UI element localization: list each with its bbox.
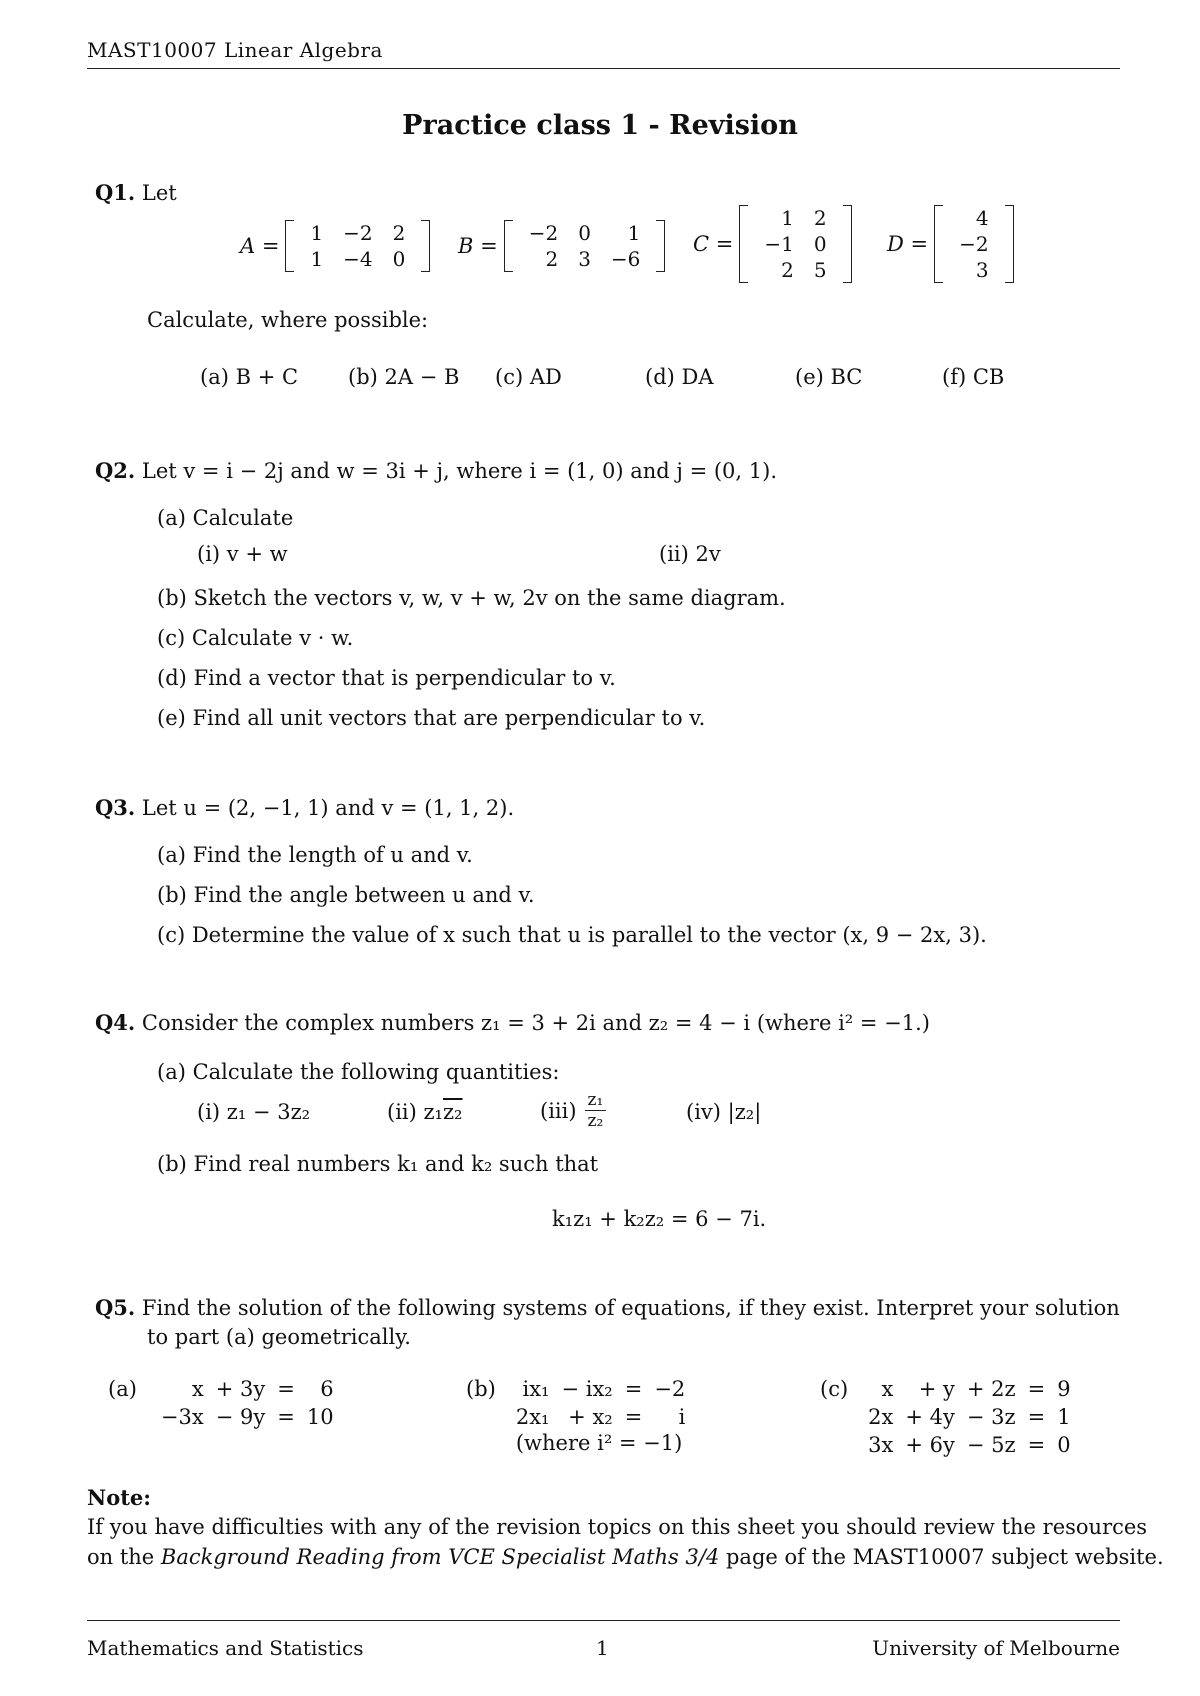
q2-stem-text: Let v = i − 2j and w = 3i + j, where i = (1, 0) and j = (0, 1).: [141, 459, 778, 483]
q4-a-iii: [540, 1090, 606, 1132]
q5-system-b: [466, 1375, 691, 1455]
matrix-a: [240, 220, 430, 272]
system-c-row: [862, 1431, 1076, 1459]
system-a-cell: =: [277, 1377, 295, 1401]
matrix-b-cell: 0: [578, 221, 591, 245]
q4-label: Q4.: [95, 1010, 136, 1035]
system-c-cell: + 2z: [966, 1377, 1016, 1401]
q4-b-equation: k₁z₁ + k₂z₂ = 6 − 7i.: [552, 1207, 767, 1231]
q4-a-ii: [387, 1100, 462, 1124]
q5-system-c: [820, 1375, 1077, 1459]
system-c-row: [862, 1403, 1076, 1431]
system-a-cell: 6: [320, 1377, 334, 1401]
q4-stem: [95, 1010, 930, 1035]
q4-a-i: (i) z₁ − 3z₂: [197, 1100, 311, 1124]
matrix-b-name: B =: [458, 234, 498, 258]
system-b-cell: ix₁: [522, 1377, 550, 1401]
system-a-cell: x: [191, 1377, 204, 1401]
q2-b: (b) Sketch the vectors v, w, v + w, 2v on the same diagram.: [157, 586, 786, 610]
system-c-cell: + 4y: [905, 1405, 955, 1429]
q3-label: Q3.: [95, 795, 136, 820]
q5-stem-line1: [95, 1295, 1120, 1320]
system-b-cell: =: [624, 1405, 643, 1429]
system-b-cell: + x₂: [568, 1405, 613, 1429]
system-b-row: [510, 1403, 691, 1431]
q4-a-ii-prefix: (ii) z₁: [387, 1100, 443, 1124]
matrix-a-cell: 1: [310, 221, 324, 245]
footer-right: University of Melbourne: [872, 1636, 1120, 1660]
matrix-d: [887, 205, 1014, 283]
system-a-cell: −3x: [160, 1405, 204, 1429]
matrix-b-row: [519, 246, 651, 272]
system-b-cell: =: [624, 1377, 643, 1401]
system-a-cell: =: [277, 1405, 295, 1429]
q3-a: (a) Find the length of u and v.: [157, 843, 473, 867]
system-c-cell: 2x: [868, 1405, 894, 1429]
matrix-a-row: [300, 246, 415, 272]
matrix-d-cell: 4: [975, 206, 989, 230]
matrix-c-name: C =: [693, 232, 734, 256]
q5-system-a: [108, 1375, 340, 1431]
matrix-c: [693, 205, 852, 283]
q2-c: (c) Calculate v · w.: [157, 626, 354, 650]
matrix-b-cell: 1: [627, 221, 641, 245]
q5-stem-text1: Find the solution of the following systems of equations, if they exist. Interpret your solution: [141, 1296, 1120, 1320]
matrix-a-cell: 2: [392, 221, 406, 245]
q4-a: (a) Calculate the following quantities:: [157, 1060, 560, 1084]
q2-a: (a) Calculate: [157, 506, 294, 530]
matrix-d-cell: 3: [975, 258, 989, 282]
q5-stem-line2: to part (a) geometrically.: [147, 1325, 411, 1349]
note-line1: If you have difficulties with any of the revision topics on this sheet you should review the resources: [87, 1515, 1148, 1539]
header-rule: [87, 68, 1120, 69]
footer-rule: [87, 1620, 1120, 1621]
matrix-b: [458, 220, 665, 272]
matrix-d-row: [949, 231, 998, 257]
footer-left: Mathematics and Statistics: [87, 1636, 364, 1660]
q4-b: (b) Find real numbers k₁ and k₂ such that: [157, 1152, 599, 1176]
system-c-cell: − 5z: [966, 1433, 1016, 1457]
note-heading: Note:: [87, 1485, 152, 1510]
matrix-c-row: [754, 257, 836, 283]
matrix-c-cell: 1: [781, 206, 794, 230]
q5-label: Q5.: [95, 1295, 136, 1320]
q2-e: (e) Find all unit vectors that are perpendicular to v.: [157, 706, 706, 730]
q4-a-ii-conjugate: z₂: [442, 1100, 463, 1124]
matrix-a-cell: −2: [343, 221, 373, 245]
matrix-b-row: [519, 220, 651, 246]
q4-stem-text: Consider the complex numbers z₁ = 3 + 2i and z₂ = 4 − i (where i² = −1.): [141, 1011, 930, 1035]
q3-stem-text: Let u = (2, −1, 1) and v = (1, 1, 2).: [141, 796, 515, 820]
q5-b-label: (b): [466, 1377, 496, 1401]
system-c-cell: + 6y: [905, 1433, 955, 1457]
q5-b-note: (where i² = −1): [515, 1431, 683, 1455]
matrix-d-row: [949, 257, 998, 283]
matrix-a-row: [300, 220, 415, 246]
q2-stem: [95, 458, 777, 483]
q2-a-ii: (ii) 2v: [659, 542, 721, 566]
matrix-d-name: D =: [887, 232, 929, 256]
system-a-cell: + 3y: [215, 1377, 266, 1401]
matrix-a-cell: 1: [310, 247, 324, 271]
page-number: 1: [596, 1636, 609, 1660]
note-line2: [87, 1545, 1164, 1569]
q4-a-iii-denominator: z₂: [587, 1111, 604, 1132]
q1-label: Q1.: [95, 180, 136, 205]
system-c-cell: =: [1027, 1377, 1046, 1401]
system-c-cell: x: [881, 1377, 894, 1401]
matrix-c-cell: 2: [781, 258, 794, 282]
system-a-cell: − 9y: [215, 1405, 266, 1429]
matrix-b-cell: −6: [610, 247, 641, 271]
q2-a-i: (i) v + w: [197, 542, 288, 566]
q2-d: (d) Find a vector that is perpendicular to v.: [157, 666, 616, 690]
system-c-cell: =: [1027, 1433, 1046, 1457]
q1-calc: Calculate, where possible:: [147, 308, 429, 332]
note-line2-pre: on the: [87, 1545, 161, 1569]
system-c-cell: − 3z: [966, 1405, 1016, 1429]
q1-part-c: (c) AD: [495, 365, 562, 389]
system-b-row: [510, 1375, 691, 1403]
q3-b: (b) Find the angle between u and v.: [157, 883, 535, 907]
system-c-cell: 1: [1057, 1405, 1071, 1429]
q4-a-iii-fraction: [585, 1090, 607, 1132]
system-b-cell: −2: [654, 1377, 686, 1401]
system-b-cell: 2x₁: [515, 1405, 550, 1429]
system-b-cell: i: [678, 1405, 686, 1429]
note-background-reading: Background Reading from VCE Specialist Maths 3/4: [160, 1545, 720, 1569]
system-a-row: [155, 1403, 340, 1431]
system-c-cell: + y: [918, 1377, 955, 1401]
matrix-c-row: [754, 205, 836, 231]
matrix-b-cell: 3: [578, 247, 591, 271]
q1-part-b: (b) 2A − B: [348, 365, 460, 389]
system-c-row: [862, 1375, 1076, 1403]
system-c-cell: 0: [1057, 1433, 1071, 1457]
q4-a-iii-numerator: z₁: [585, 1090, 607, 1111]
matrix-c-cell: 0: [813, 232, 827, 256]
matrix-d-row: [949, 205, 998, 231]
page-title: Practice class 1 - Revision: [402, 110, 798, 141]
matrix-c-cell: 2: [813, 206, 827, 230]
q1-part-e: (e) BC: [795, 365, 863, 389]
q1-let: Let: [141, 181, 177, 205]
system-c-cell: 3x: [868, 1433, 894, 1457]
course-header: MAST10007 Linear Algebra: [87, 38, 383, 62]
matrix-a-cell: 0: [392, 247, 406, 271]
q1-part-a: (a) B + C: [200, 365, 299, 389]
system-a-row: [155, 1375, 340, 1403]
q5-c-label: (c): [820, 1377, 849, 1401]
system-b-cell: − ix₂: [561, 1377, 613, 1401]
matrix-c-cell: 5: [813, 258, 827, 282]
matrix-c-row: [754, 231, 836, 257]
q3-stem: [95, 795, 514, 820]
matrix-d-cell: −2: [959, 232, 989, 256]
note-line2-post: page of the MAST10007 subject website.: [719, 1545, 1164, 1569]
q3-c: (c) Determine the value of x such that u is parallel to the vector (x, 9 − 2x, 3).: [157, 923, 987, 947]
q4-a-iv: (iv) |z₂|: [686, 1100, 762, 1124]
q1-intro: [95, 180, 177, 205]
q2-label: Q2.: [95, 458, 136, 483]
matrix-b-cell: −2: [528, 221, 559, 245]
q1-part-f: (f) CB: [942, 365, 1005, 389]
system-c-cell: 9: [1057, 1377, 1071, 1401]
matrix-a-name: A =: [240, 234, 280, 258]
q1-part-d: (d) DA: [645, 365, 714, 389]
system-a-cell: 10: [306, 1405, 334, 1429]
matrix-a-cell: −4: [343, 247, 373, 271]
matrix-b-cell: 2: [545, 247, 559, 271]
q4-a-iii-prefix: (iii): [540, 1098, 577, 1123]
matrix-c-cell: −1: [764, 232, 794, 256]
system-c-cell: =: [1027, 1405, 1046, 1429]
q5-a-label: (a): [108, 1377, 137, 1401]
